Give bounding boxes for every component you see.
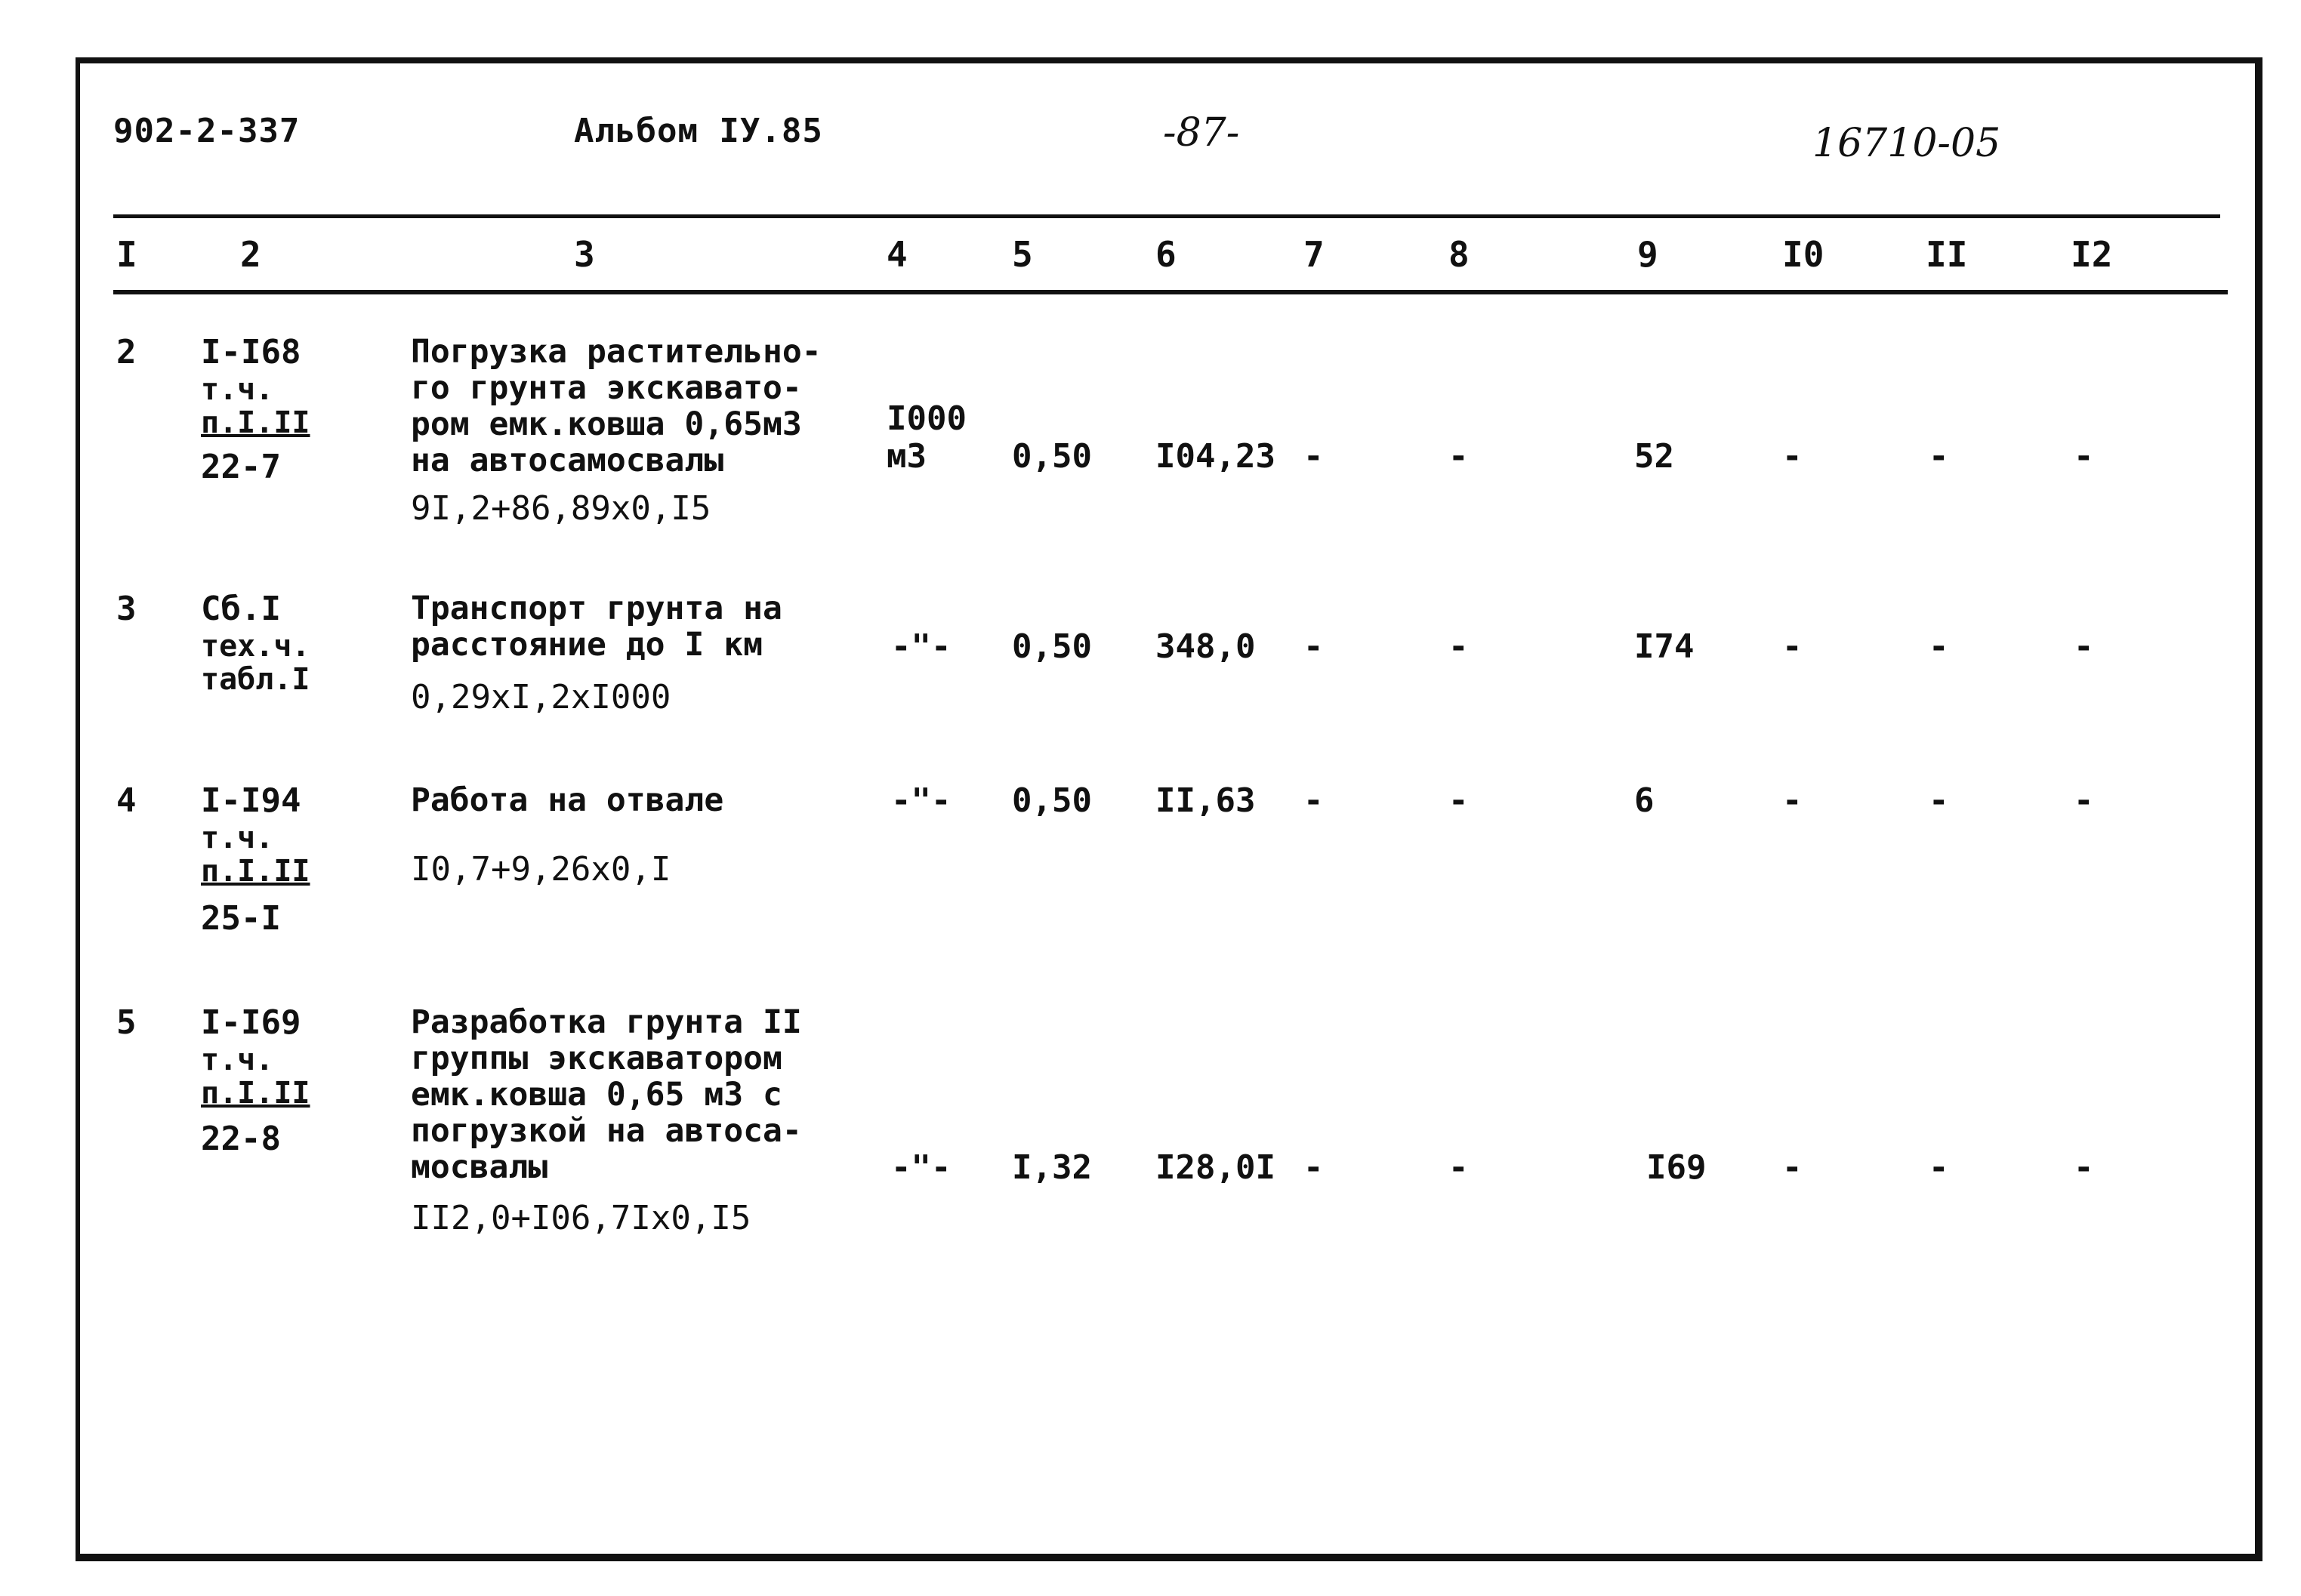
unit: I000 [887,399,967,438]
column-header: 7 [1303,234,1325,275]
desc-line: на автосамосвалы [411,442,724,479]
ref-line: I-I69 [201,1003,301,1042]
unit-ditto: -"- [891,627,952,666]
column-header: I2 [2071,234,2113,275]
column-header: I0 [1782,234,1824,275]
desc-line: Разработка грунта II [411,1003,802,1041]
desc-line: емк.ковша 0,65 м3 с [411,1076,782,1114]
cell-12: - [2074,781,2094,820]
cell-7: - [1303,437,1324,476]
cell-5: 0,50 [1012,781,1092,820]
cell-11: - [1929,627,1949,666]
archive-code: 16710-05 [1812,121,2001,166]
cell-10: - [1782,627,1803,666]
cell-7: - [1303,1148,1324,1187]
ref-underlined: п.I.II [201,854,310,889]
desc-line: погрузкой на автоса- [411,1112,802,1150]
column-header: 4 [887,234,908,275]
ref-line: т.ч. [201,821,274,855]
cell-7: - [1303,781,1324,820]
cell-6: I28,0I [1155,1148,1275,1187]
cell-9: I69 [1646,1148,1707,1187]
header-top-rule [113,214,2220,218]
cell-12: - [2074,437,2094,476]
column-header: 5 [1012,234,1033,275]
cell-11: - [1929,437,1949,476]
desc-line: ром емк.ковша 0,65м3 [411,405,802,443]
cell-7: - [1303,627,1324,666]
cell-5: 0,50 [1012,437,1092,476]
cell-5: 0,50 [1012,627,1092,666]
cell-12: - [2074,627,2094,666]
row-number: 3 [116,590,137,628]
cell-6: II,63 [1155,781,1256,820]
desc-line: Работа на отвале [411,781,724,819]
ref-line: табл.I [201,662,310,697]
calc-formula: I0,7+9,26x0,I [411,850,671,889]
desc-line: Погрузка растительно- [411,333,822,371]
cell-6: I04,23 [1155,437,1275,476]
column-header: 3 [574,234,595,275]
ref-underlined: п.I.II [201,1076,310,1111]
unit-ditto: -"- [891,781,952,820]
desc-line: группы экскаватором [411,1040,782,1077]
cell-9: 6 [1634,781,1655,820]
header-bottom-rule [113,290,2228,294]
desc-line: расстояние до I км [411,626,763,664]
ref-line: 22-8 [201,1120,281,1158]
ref-underlined: п.I.II [201,405,310,440]
calc-formula: 9I,2+86,89x0,I5 [411,489,711,528]
cell-8: - [1448,1148,1469,1187]
ref-line: I-I68 [201,333,301,371]
unit-ditto: -"- [891,1148,952,1187]
column-header: 8 [1448,234,1470,275]
cell-10: - [1782,1148,1803,1187]
cell-11: - [1929,781,1949,820]
desc-line: мосвалы [411,1148,548,1186]
column-header: I [116,234,137,275]
calc-formula: 0,29xI,2xI000 [411,678,671,716]
ref-line: тех.ч. [201,629,310,664]
ref-line: I-I94 [201,781,301,820]
column-header: II [1926,234,1968,275]
ref-line: 25-I [201,899,281,938]
cell-8: - [1448,781,1469,820]
column-header: 2 [240,234,261,275]
ref-line: т.ч. [201,372,274,407]
ref-line: 22-7 [201,448,281,486]
desc-line: Транспорт грунта на [411,590,782,627]
cell-10: - [1782,781,1803,820]
page-number: -87- [1163,110,1240,156]
calc-formula: II2,0+I06,7Ix0,I5 [411,1199,751,1237]
row-number: 5 [116,1003,137,1042]
project-code: 902-2-337 [113,112,301,150]
cell-10: - [1782,437,1803,476]
row-number: 4 [116,781,137,820]
cell-12: - [2074,1148,2094,1187]
unit: м3 [887,437,927,476]
column-header: 9 [1637,234,1658,275]
ref-line: Сб.I [201,590,281,628]
album-label: Альбом IУ.85 [574,112,823,150]
cell-11: - [1929,1148,1949,1187]
ref-line: т.ч. [201,1043,274,1077]
cell-5: I,32 [1012,1148,1092,1187]
cell-8: - [1448,627,1469,666]
cell-8: - [1448,437,1469,476]
cell-6: 348,0 [1155,627,1256,666]
column-header: 6 [1155,234,1177,275]
cell-9: I74 [1634,627,1695,666]
desc-line: го грунта экскавато- [411,369,802,407]
row-number: 2 [116,333,137,371]
cell-9: 52 [1634,437,1674,476]
